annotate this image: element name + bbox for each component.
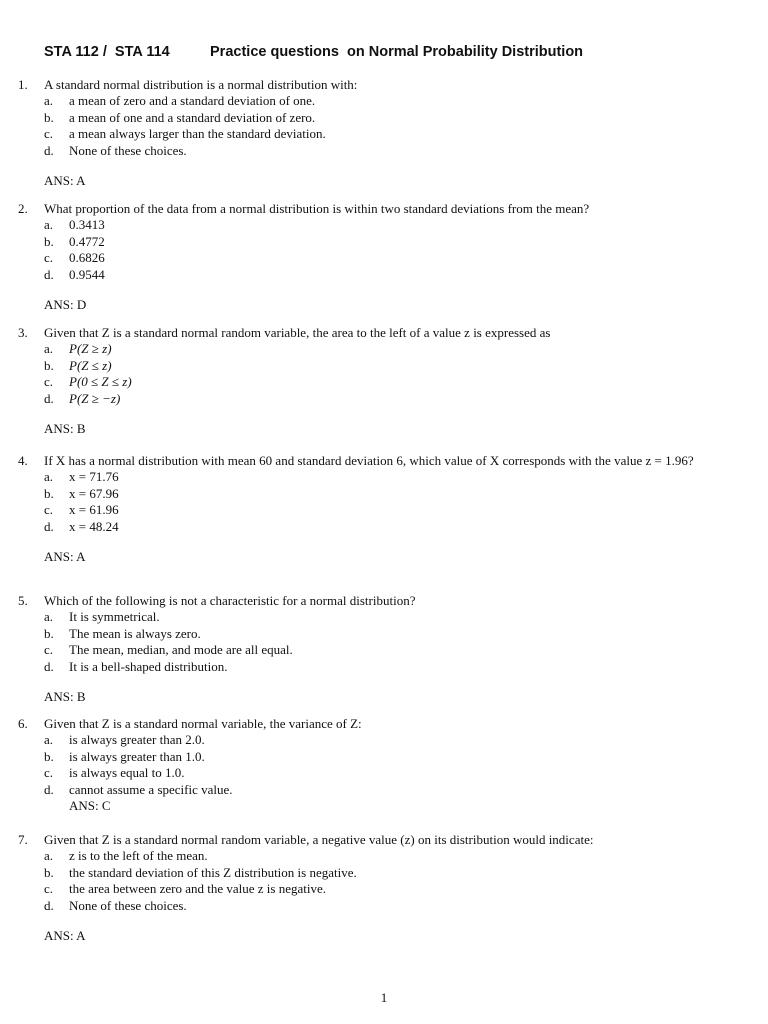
answer: ANS: C xyxy=(69,798,111,814)
answer: ANS: B xyxy=(44,421,86,437)
question-number: 3. xyxy=(18,325,28,340)
answer: ANS: B xyxy=(44,689,86,705)
question-number: 4. xyxy=(18,453,28,468)
answer: ANS: A xyxy=(44,928,86,944)
question-stem: What proportion of the data from a normal distribution is within two standard deviations from the mean? xyxy=(44,201,590,216)
option-b: b. is always greater than 1.0. xyxy=(44,748,205,764)
option-a: a. a mean of zero and a standard deviation of one. xyxy=(44,93,316,109)
question-stem: Given that Z is a standard normal random variable, the area to the left of a value z is expressed as xyxy=(44,325,551,340)
option-a: a. 0.3413 xyxy=(44,217,105,233)
option-c: c. the area between zero and the value z is negative. xyxy=(44,881,326,897)
question-stem: Which of the following is not a characteristic for a normal distribution? xyxy=(44,593,416,608)
question-1 xyxy=(0,77,768,189)
question-6 xyxy=(0,716,768,814)
option-a: a. P(Z ≥ z) xyxy=(44,341,112,357)
option-d: d. 0.9544 xyxy=(44,266,105,282)
option-a: a. z is to the left of the mean. xyxy=(44,848,208,864)
answer: ANS: D xyxy=(44,297,87,313)
option-a: a. is always greater than 2.0. xyxy=(44,732,205,748)
answer: ANS: A xyxy=(44,173,86,189)
option-d: d. It is a bell-shaped distribution. xyxy=(44,658,228,674)
question-4 xyxy=(0,453,768,565)
question-number: 6. xyxy=(18,716,28,731)
question-5 xyxy=(0,593,768,705)
question-stem: If X has a normal distribution with mean 60 and standard deviation 6, which value of X corresponds with the value z = 1.96? xyxy=(44,453,694,468)
question-3 xyxy=(0,325,768,437)
option-d: d. P(Z ≥ −z) xyxy=(44,390,121,406)
option-c: c. The mean, median, and mode are all equal. xyxy=(44,642,293,658)
question-stem: Given that Z is a standard normal random variable, a negative value (z) on its distribution would indicate: xyxy=(44,832,594,847)
question-7 xyxy=(0,832,768,944)
question-number: 2. xyxy=(18,201,28,216)
option-d: d. cannot assume a specific value. xyxy=(44,781,233,797)
option-c: c. x = 61.96 xyxy=(44,502,119,518)
option-d: d. None of these choices. xyxy=(44,897,187,913)
option-d: d. x = 48.24 xyxy=(44,518,119,534)
answer: ANS: A xyxy=(44,549,86,565)
option-c: c. 0.6826 xyxy=(44,250,105,266)
question-2 xyxy=(0,201,768,313)
question-number: 7. xyxy=(18,832,28,847)
option-c: c. a mean always larger than the standard deviation. xyxy=(44,126,326,142)
option-c: c. P(0 ≤ Z ≤ z) xyxy=(44,374,132,390)
option-b: b. P(Z ≤ z) xyxy=(44,357,112,373)
page-title: STA 112 / STA 114 Practice questions on Normal Probability Distribution xyxy=(44,44,584,60)
option-b: b. 0.4772 xyxy=(44,233,105,249)
question-stem: Given that Z is a standard normal variable, the variance of Z: xyxy=(44,716,362,731)
option-b: b. a mean of one and a standard deviation of zero. xyxy=(44,109,316,125)
option-b: b. the standard deviation of this Z distribution is negative. xyxy=(44,864,357,880)
option-b: b. The mean is always zero. xyxy=(44,625,201,641)
option-b: b. x = 67.96 xyxy=(44,485,119,501)
option-a: a. It is symmetrical. xyxy=(44,609,160,625)
question-number: 5. xyxy=(18,593,28,608)
question-stem: A standard normal distribution is a normal distribution with: xyxy=(44,77,358,92)
page-number: 1 xyxy=(380,990,388,1005)
option-d: d. None of these choices. xyxy=(44,142,187,158)
option-c: c. is always equal to 1.0. xyxy=(44,765,185,781)
option-a: a. x = 71.76 xyxy=(44,469,119,485)
question-number: 1. xyxy=(18,77,28,92)
